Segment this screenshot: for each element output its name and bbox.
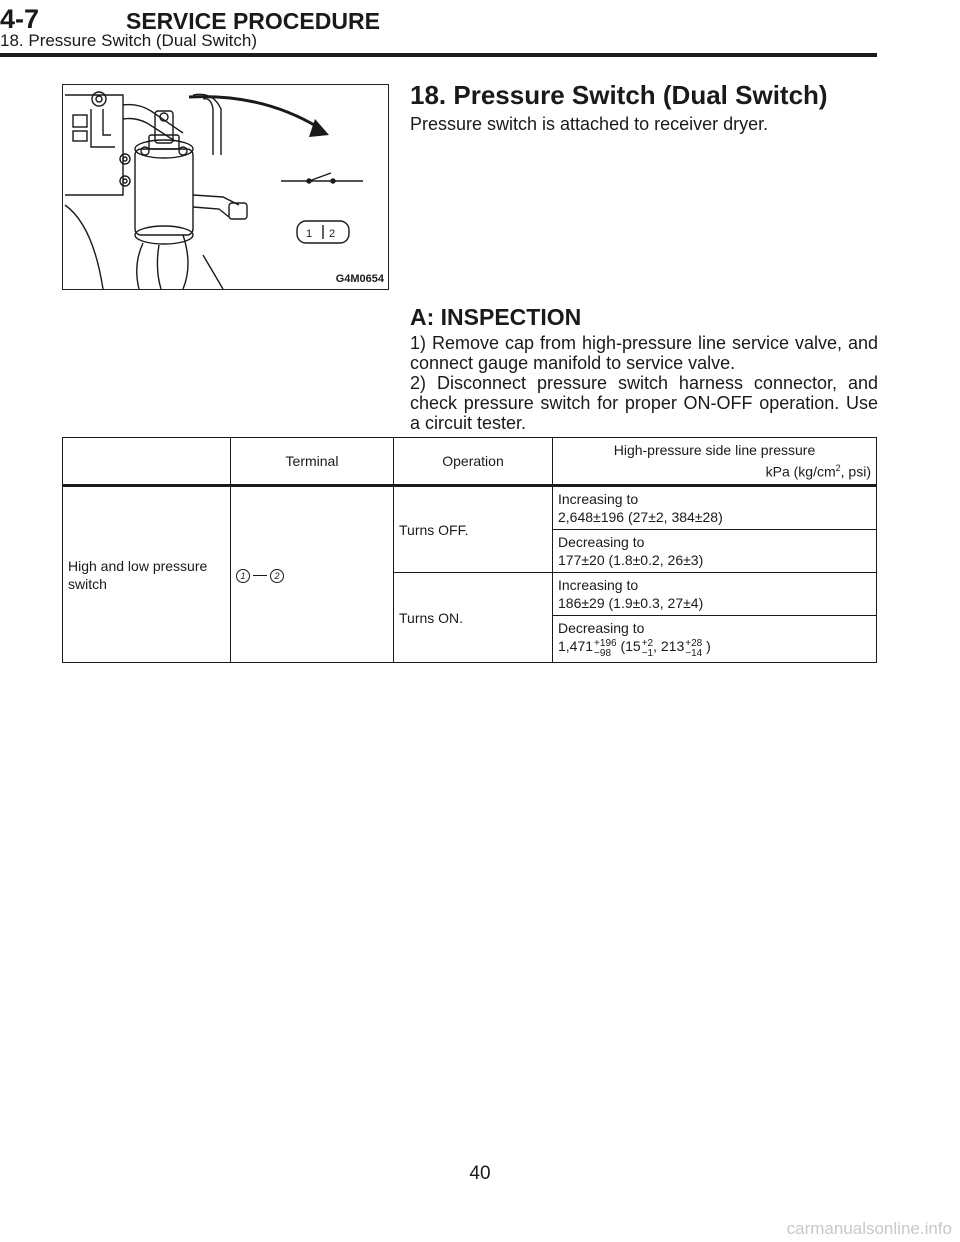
operation-off: Turns OFF. xyxy=(394,486,553,573)
terminal-dash xyxy=(253,575,267,576)
terminal-2-marker: 2 xyxy=(270,569,284,583)
table-row xyxy=(63,486,877,530)
on-dec-base-tol xyxy=(594,639,617,659)
unit-sup: 2 xyxy=(835,463,841,474)
section-heading: SERVICE PROCEDURE xyxy=(126,8,380,34)
tol-up: +28 xyxy=(685,638,703,649)
on-decreasing-label: Decreasing to xyxy=(558,620,645,636)
header-pressure xyxy=(553,438,877,486)
off-decreasing-cell xyxy=(553,530,877,573)
connector-terminal-2: 2 xyxy=(329,228,336,240)
page-number: 40 xyxy=(469,1163,491,1184)
tol-up: +2 xyxy=(641,638,654,649)
on-dec-kg-tol xyxy=(642,639,653,659)
section-title: 18. Pressure Switch (Dual Switch) xyxy=(410,80,828,110)
on-decreasing-value xyxy=(558,637,871,659)
off-increasing-value: 2,648±196 (27±2, 384±28) xyxy=(558,509,723,525)
on-dec-psi: , 213 xyxy=(653,638,685,654)
unit-suffix: , psi) xyxy=(840,463,871,480)
header-rule xyxy=(0,53,877,57)
operation-on: Turns ON. xyxy=(394,573,553,663)
pressure-switch-illustration xyxy=(63,85,388,289)
on-dec-psi-tol xyxy=(685,639,702,659)
tol-up: +196 xyxy=(594,638,617,649)
table-header-row xyxy=(63,438,877,486)
unit-prefix: kPa (kg/cm xyxy=(765,463,836,480)
terminal-1-marker: 1 xyxy=(236,569,250,583)
tol-down: −1 xyxy=(641,648,654,659)
inspection-step-1: 1) Remove cap from high-pressure line service valve, and connect gauge manifold to service valve. xyxy=(410,333,878,373)
header-terminal: Terminal xyxy=(231,438,394,486)
figure-id: G4M0654 xyxy=(335,273,384,285)
on-dec-close: ) xyxy=(706,638,711,654)
watermark: carmanualsonline.info xyxy=(786,1219,952,1238)
tol-down: −98 xyxy=(594,648,612,659)
switch-label: High and low pressure switch xyxy=(63,486,231,663)
on-dec-kg: (15 xyxy=(620,638,641,654)
terminal-cell xyxy=(231,486,394,663)
tol-down: −14 xyxy=(685,648,703,659)
header-blank xyxy=(63,438,231,486)
section-intro: Pressure switch is attached to receiver dryer. xyxy=(410,114,769,134)
inspection-title: A: INSPECTION xyxy=(410,304,582,330)
pressure-spec-table xyxy=(62,437,877,663)
inspection-steps xyxy=(410,333,878,433)
on-increasing-value: 186±29 (1.9±0.3, 27±4) xyxy=(558,595,704,611)
header-subtitle: 18. Pressure Switch (Dual Switch) xyxy=(0,31,257,50)
on-dec-base: 1,471 xyxy=(558,638,594,654)
on-decreasing-cell xyxy=(553,616,877,663)
off-increasing-cell xyxy=(553,486,877,530)
off-decreasing-label: Decreasing to xyxy=(558,534,645,550)
off-increasing-label: Increasing to xyxy=(558,491,639,507)
pressure-switch-figure xyxy=(62,84,389,290)
connector-terminal-1: 1 xyxy=(306,228,313,240)
header-pressure-unit xyxy=(558,459,871,481)
inspection-step-2: 2) Disconnect pressure switch harness connector, and check pressure switch for proper ON-OFF operation. Use a circuit tester. xyxy=(410,373,878,433)
header-operation: Operation xyxy=(394,438,553,486)
on-increasing-label: Increasing to xyxy=(558,577,639,593)
on-increasing-cell xyxy=(553,573,877,616)
header-pressure-line1: High-pressure side line pressure xyxy=(613,442,816,459)
section-number: 4-7 xyxy=(0,4,40,34)
off-decreasing-value: 177±20 (1.8±0.2, 26±3) xyxy=(558,552,704,568)
